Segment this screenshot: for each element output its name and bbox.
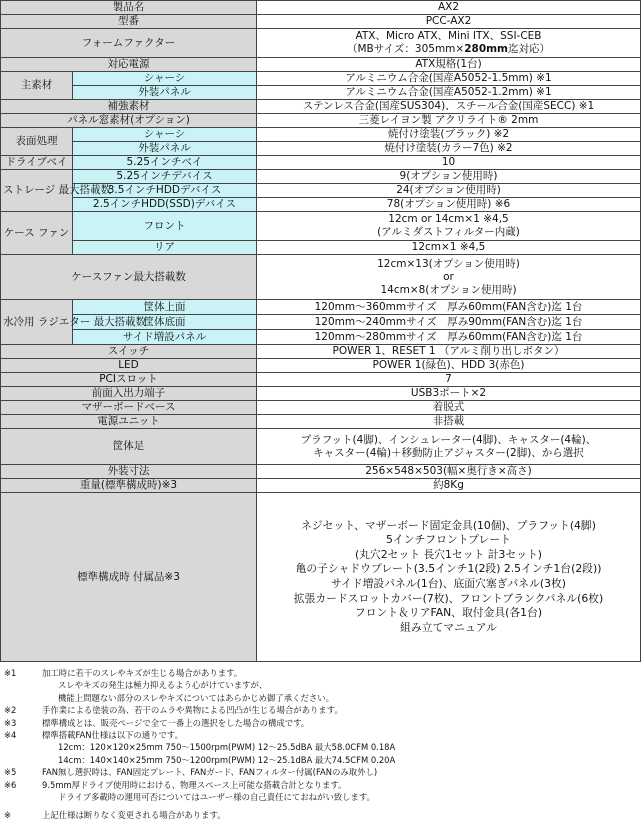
table-row: [1, 170, 641, 184]
case-fan-front-label: フロント: [73, 212, 257, 241]
footnote: [0, 791, 640, 803]
table-row: [1, 29, 641, 58]
power-support-label: 対応電源: [1, 58, 257, 72]
table-row: [1, 72, 641, 86]
table-row: [1, 387, 641, 401]
accessories-line: ネジセット、マザーボード固定金具(10個)、プラフット(4脚): [301, 518, 596, 532]
table-row: [1, 142, 641, 156]
footnote-text: 12cm：120×120×25mm 750～1500rpm(PWM) 12～25.5dBA 最大58.0CFM 0.18A: [58, 742, 396, 753]
storage-25-value: 78(オプション使用時) ※6: [257, 198, 641, 212]
storage-35-value: 24(オプション使用時): [257, 184, 641, 198]
footnote-text: FAN無し選択時は、FAN固定プレート、FANガード、FANフィルター付属(FANのみ取外し): [42, 767, 378, 778]
form-factor-line2-a: （MBサイズ：305mm×: [346, 43, 465, 55]
radiator-label: [1, 300, 147, 345]
fan-max-label: ケースファン最大搭載数: [1, 255, 257, 300]
model-value: PCC-AX2: [257, 15, 641, 29]
footnote: [0, 779, 640, 791]
psu-unit-value: 非搭載: [257, 415, 641, 429]
footnote: [0, 667, 640, 679]
footnote: [0, 741, 640, 753]
form-factor-line2: [259, 43, 638, 56]
footnote-text: 標準搭載FAN仕様は以下の通りです。: [42, 729, 183, 740]
footnote-text: 標準構成とは、販売ページで全て一番上の選択をした場合の構成です。: [42, 717, 310, 728]
case-fan-label-line1: ケース: [3, 226, 35, 239]
table-row: [1, 479, 641, 493]
table-row: [1, 198, 641, 212]
accessories-line: フロント＆リアFAN、取付金具(各1台): [354, 606, 543, 620]
footnote: [0, 692, 640, 704]
reinforcement-label: 補強素材: [1, 100, 257, 114]
surface-panel-label: 外装パネル: [73, 142, 257, 156]
table-row: [1, 330, 641, 345]
table-row: [1, 465, 641, 479]
front-io-value: USB3ポート×2: [257, 387, 641, 401]
material-chassis-label: シャーシ: [73, 72, 257, 86]
power-support-value: ATX規格(1台): [257, 58, 641, 72]
accessories-line: サイド増設パネル(1台)、底面穴塞ぎパネル(3枚): [331, 577, 566, 590]
surface-label: 表面処理: [1, 128, 73, 156]
footnote-mark: ※5: [4, 767, 17, 778]
table-row: [1, 345, 641, 359]
case-fan-rear-value: 12cm×1 ※4,5: [257, 241, 641, 255]
case-fan-front-line2: (アルミダストフィルター内蔵): [377, 226, 520, 238]
footnote-mark: ※1: [4, 668, 17, 678]
radiator-label-line1: 水冷用: [3, 315, 35, 328]
radiator-label-line3: 最大搭載数: [93, 315, 147, 328]
storage-label: [1, 170, 112, 212]
table-row: [1, 401, 641, 415]
radiator-top-value: 120mm～360mmサイズ 厚み60mm(FAN含む)迄 1台: [257, 300, 641, 315]
material-panel-label: 外装パネル: [73, 86, 257, 100]
radiator-top-label: 筐体上面: [73, 300, 257, 315]
table-row: [1, 255, 641, 300]
material-panel-value: アルミニウム合金(国産A5052-1.2mm) ※1: [257, 86, 641, 100]
form-factor-mb-size: 280mm: [464, 43, 509, 55]
footnote-mark: ※6: [4, 779, 17, 790]
accessories-line: (丸穴2セット 長穴1セット 計3セット): [354, 547, 543, 561]
form-factor-label: フォームファクター: [1, 29, 257, 58]
footnote: [0, 766, 640, 778]
drive-bay-value: 10: [257, 156, 641, 170]
case-fan-label: [1, 212, 73, 255]
storage-35-label: 3.5インチHDDデバイス: [73, 184, 257, 198]
accessories-line: 組み立てマニュアル: [400, 620, 497, 634]
footnote: [0, 754, 640, 766]
storage-525-label: 5.25インチデバイス: [73, 170, 257, 184]
table-row: [1, 114, 641, 128]
weight-label: 重量(標準構成時)※3: [1, 479, 257, 493]
storage-25-label: 2.5インチHDD(SSD)デバイス: [73, 198, 257, 212]
footnote-text: スレやキズの発生は極力抑えるよう心がけていますが、: [58, 680, 268, 691]
window-value: 三菱レイヨン製 アクリライト® 2mm: [257, 114, 641, 128]
radiator-bottom-value: 120mm～240mmサイズ 厚み90mm(FAN含む)迄 1台: [257, 315, 641, 330]
product-name-value: AX2: [257, 1, 641, 15]
footnote-mark: ※3: [4, 717, 17, 728]
footnote-mark: ※: [4, 810, 12, 821]
window-label: パネル窓素材(オプション): [1, 114, 257, 128]
form-factor-line1: ATX、Micro ATX、Mini ITX、SSI-CEB: [355, 30, 542, 42]
footnote: [0, 729, 640, 741]
footnote: [0, 679, 640, 691]
radiator-label-line2: ラジエター: [37, 315, 91, 328]
surface-chassis-label: シャーシ: [73, 128, 257, 142]
footnote-text: 機能上問題ない部分のスレやキズについてはあらかじめ御了承ください。: [58, 692, 335, 703]
table-row: [1, 493, 641, 662]
accessories-line: 5インチフロントプレート: [386, 533, 511, 547]
product-name-label: 製品名: [1, 1, 257, 15]
reinforcement-value: ステンレス合金(国産SUS304)、スチール合金(国産SECC) ※1: [257, 100, 641, 114]
dimensions-label: 外装寸法: [1, 465, 257, 479]
table-row: [1, 1, 641, 15]
mb-base-value: 着脱式: [257, 401, 641, 415]
footnote-text: 手作業による塗装の為、若干のムラや異物による凹凸が生じる場合があります。: [42, 705, 343, 716]
footnote-text: 加工時に若干のスレやキズが生じる場合があります。: [42, 668, 243, 678]
table-row: [1, 373, 641, 387]
table-row: [1, 429, 641, 465]
fan-max-value: [257, 255, 641, 300]
switch-label: スイッチ: [1, 345, 257, 359]
table-row: [1, 212, 641, 241]
pci-label: PCIスロット: [1, 373, 257, 387]
fan-max-line2: or: [443, 270, 454, 283]
case-fan-front-value: [257, 212, 641, 241]
drive-bay-sub-label: 5.25インチベイ: [73, 156, 257, 170]
led-label: LED: [1, 359, 257, 373]
drive-bay-label: ドライブベイ: [1, 156, 73, 170]
front-io-label: 前面入出力端子: [1, 387, 257, 401]
storage-525-value: 9(オプション使用時): [257, 170, 641, 184]
accessories-label: 標準構成時 付属品※3: [1, 493, 257, 662]
switch-value: POWER 1、RESET 1 （アルミ削り出しボタン）: [257, 345, 641, 359]
surface-chassis-value: 焼付け塗装(ブラック) ※2: [257, 128, 641, 142]
table-row: [1, 156, 641, 170]
material-chassis-value: アルミニウム合金(国産A5052-1.5mm) ※1: [257, 72, 641, 86]
storage-label-line1: ストレージ: [3, 184, 56, 196]
accessories-line: 拡張カードスロットカバー(7枚)、フロントブランクパネル(6枚): [293, 591, 604, 605]
footnote: [0, 809, 640, 821]
footnote-mark: ※4: [4, 729, 17, 740]
footnote-text: ドライブ多載時の運用可否についてはユーザー様の自己責任にておねがい致します。: [58, 791, 375, 802]
footnote-mark: ※2: [4, 705, 17, 716]
pci-value: 7: [257, 373, 641, 387]
radiator-side-value: 120mm～280mmサイズ 厚み60mm(FAN含む)迄 1台: [257, 330, 641, 345]
table-row: [1, 241, 641, 255]
footnote-text: 上記仕様は断りなく変更される場合があります。: [42, 810, 226, 821]
dimensions-value: 256×548×503(幅×奥行き×高さ): [257, 465, 641, 479]
table-row: [1, 128, 641, 142]
case-fan-front-line1: 12cm or 14cm×1 ※4,5: [388, 213, 509, 225]
case-fan-label-line2: ファン: [38, 226, 70, 239]
feet-value: [257, 429, 641, 465]
surface-panel-value: 焼付け塗装(カラー7色) ※2: [257, 142, 641, 156]
table-row: [1, 300, 641, 315]
table-row: [1, 100, 641, 114]
weight-value: 約8Kg: [257, 479, 641, 493]
led-value: POWER 1(緑色)、HDD 3(赤色): [257, 359, 641, 373]
case-fan-rear-label: リア: [73, 241, 257, 255]
fan-max-line1: 12cm×13(オプション使用時): [377, 257, 520, 270]
fan-max-line3: 14cm×8(オプション使用時): [380, 283, 517, 296]
feet-line1: プラフット(4脚)、インシュレーター(4脚)、キャスター(4輪)、: [300, 433, 597, 446]
form-factor-value: [257, 29, 641, 58]
storage-label-line2: 最大搭載数: [58, 184, 112, 196]
footnote: [0, 717, 640, 729]
table-row: [1, 359, 641, 373]
accessories-value: [257, 493, 641, 662]
table-row: [1, 86, 641, 100]
table-row: [1, 15, 641, 29]
material-label: 主素材: [1, 72, 73, 100]
footnote-text: 14cm：140×140×25mm 750～1200rpm(PWM) 12～25.1dBA 最大74.5CFM 0.20A: [58, 754, 396, 765]
psu-unit-label: 電源ユニット: [1, 415, 257, 429]
form-factor-line2-c: 迄対応）: [508, 43, 551, 55]
footnotes: [0, 667, 640, 822]
model-label: 型番: [1, 15, 257, 29]
table-row: [1, 415, 641, 429]
accessories-line: 亀の子シャドウプレート(3.5インチ1(2段) 2.5インチ1台(2段)): [295, 562, 602, 576]
feet-label: 筐体足: [1, 429, 257, 465]
mb-base-label: マザーボードベース: [1, 401, 257, 415]
feet-line2: キャスター(4輪)＋移動防止アジャスター(2脚)、から選択: [313, 446, 584, 459]
radiator-bottom-label: 筐体底面: [73, 315, 257, 330]
radiator-side-label: サイド増設パネル: [73, 330, 257, 345]
footnote-text: 9.5mm厚ドライブ使用時における、物理スペース上可能な搭載合計となります。: [42, 779, 347, 790]
table-row: [1, 58, 641, 72]
footnote: [0, 704, 640, 716]
